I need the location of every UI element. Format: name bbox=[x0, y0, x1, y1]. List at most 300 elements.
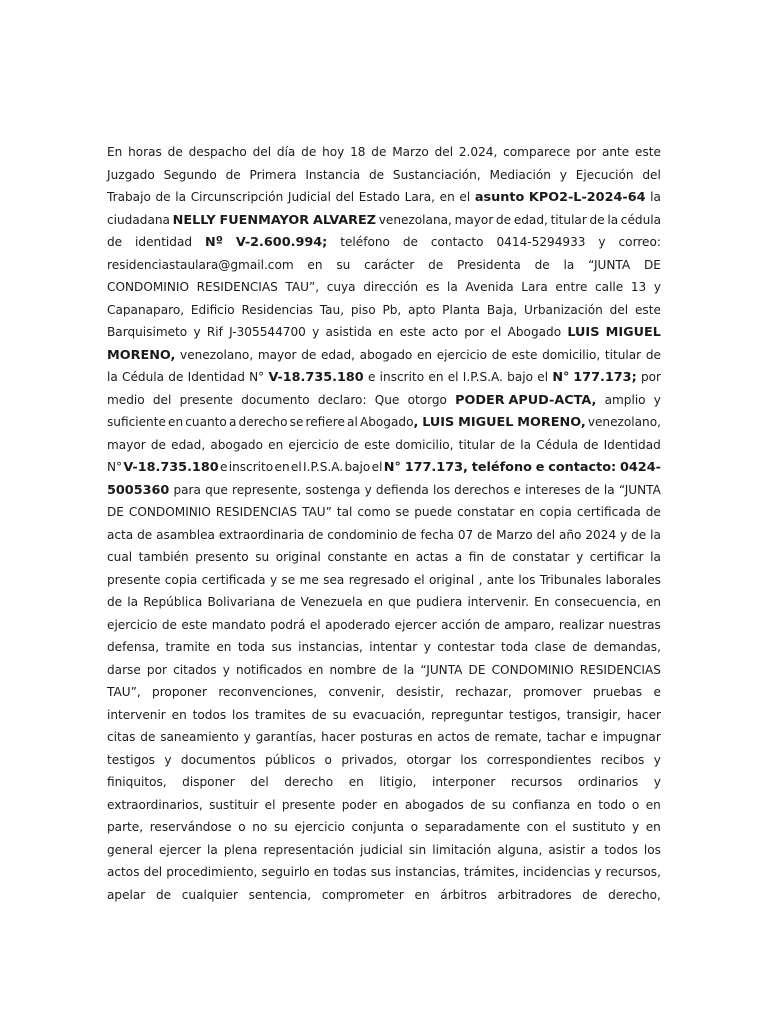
word: del bbox=[335, 190, 355, 204]
word: testigos, bbox=[508, 707, 561, 722]
word: ejercicio bbox=[107, 617, 158, 632]
word: ante bbox=[601, 145, 630, 159]
word: de bbox=[368, 167, 385, 182]
word bbox=[107, 479, 169, 502]
word: Pb, bbox=[382, 302, 402, 317]
word: certificada bbox=[576, 505, 641, 519]
word: y bbox=[559, 167, 567, 182]
word: TAU”, bbox=[285, 280, 320, 294]
text-line bbox=[107, 524, 661, 547]
word: seguirlo bbox=[261, 865, 310, 879]
word: el bbox=[309, 617, 321, 632]
word: mayor bbox=[257, 347, 297, 362]
word: 2.024, bbox=[458, 145, 498, 159]
word: defensa, bbox=[107, 640, 160, 654]
word: N° bbox=[249, 370, 265, 384]
word: por bbox=[576, 145, 597, 159]
word: original bbox=[275, 550, 321, 564]
word: Ejecución bbox=[575, 167, 634, 182]
text-line bbox=[107, 299, 661, 322]
word: 2024 bbox=[585, 527, 617, 542]
bold-text: KPO2-L-2024-64 bbox=[528, 190, 646, 205]
word: de bbox=[534, 257, 550, 272]
word: I.P.S.A. bbox=[462, 370, 503, 384]
word: en bbox=[417, 730, 433, 744]
word: todas bbox=[333, 865, 367, 879]
word: nuestras bbox=[608, 617, 661, 632]
word: en bbox=[645, 820, 661, 834]
word: venezolano, bbox=[587, 415, 661, 429]
word: Trabajo bbox=[107, 190, 151, 204]
word: la bbox=[403, 662, 415, 677]
word bbox=[173, 209, 376, 232]
word: defienda bbox=[375, 482, 429, 497]
word: como bbox=[357, 505, 391, 519]
word: actas bbox=[415, 550, 449, 564]
word: cual bbox=[107, 550, 133, 564]
word: o bbox=[324, 752, 332, 767]
word: identidad bbox=[135, 235, 193, 249]
bold-text: LUIS bbox=[567, 325, 600, 340]
word: otorgar bbox=[406, 752, 451, 767]
word: TAU”, bbox=[107, 685, 141, 699]
word: de bbox=[155, 887, 172, 902]
word: N° bbox=[107, 460, 123, 474]
word: recursos bbox=[510, 775, 563, 789]
word: me bbox=[299, 572, 319, 587]
word: documento bbox=[241, 392, 310, 407]
word: este bbox=[181, 617, 208, 632]
word: venezolano, bbox=[180, 347, 254, 362]
word: en bbox=[307, 257, 323, 272]
word: certificada bbox=[201, 572, 266, 587]
word: plena bbox=[223, 842, 258, 857]
bold-text: FUENMAYOR bbox=[219, 212, 310, 228]
text-line bbox=[107, 816, 661, 839]
word: Tribunales bbox=[539, 572, 602, 587]
word: titular bbox=[604, 347, 642, 362]
word: original bbox=[428, 572, 475, 587]
word: saneamiento bbox=[160, 730, 239, 744]
word: constatar bbox=[512, 550, 570, 564]
word: Circunscripción bbox=[190, 190, 284, 204]
word: citas bbox=[107, 730, 136, 744]
word: este bbox=[635, 145, 661, 159]
word: mayor bbox=[107, 437, 146, 452]
word: piso bbox=[350, 302, 376, 317]
word: judicial bbox=[360, 842, 403, 857]
word: incidencias bbox=[522, 865, 591, 879]
word: y bbox=[312, 325, 320, 339]
word: puede bbox=[414, 505, 453, 519]
word: TAU” bbox=[302, 505, 332, 519]
word: copia bbox=[539, 505, 572, 519]
word: de bbox=[155, 190, 171, 204]
word: hacer bbox=[626, 707, 661, 722]
word: el bbox=[413, 572, 425, 587]
word: DE bbox=[107, 505, 124, 519]
word: fecha bbox=[420, 527, 454, 542]
word: ordinarios bbox=[577, 775, 639, 789]
word: todo bbox=[598, 797, 626, 812]
text-line bbox=[107, 591, 661, 614]
word: su bbox=[491, 797, 506, 812]
word: la bbox=[650, 550, 661, 564]
word: fin bbox=[468, 550, 485, 564]
word bbox=[236, 231, 327, 254]
word: suficiente bbox=[107, 415, 166, 429]
word: extraordinarios, bbox=[107, 797, 203, 812]
bold-text: 177.173, bbox=[404, 460, 468, 475]
word: este bbox=[634, 302, 661, 317]
word: de bbox=[167, 145, 183, 159]
word: la bbox=[607, 212, 619, 227]
word: se bbox=[289, 415, 304, 429]
word: represente, bbox=[232, 482, 302, 497]
word: representación bbox=[263, 842, 354, 857]
text-line bbox=[107, 434, 661, 457]
word: DE bbox=[468, 662, 486, 677]
word: y bbox=[193, 325, 201, 339]
word: laborales bbox=[605, 572, 661, 587]
bold-text: asunto bbox=[474, 190, 525, 205]
word: intentar bbox=[369, 640, 418, 654]
word: y bbox=[594, 865, 602, 879]
word: de bbox=[583, 437, 599, 452]
word: de bbox=[631, 527, 647, 542]
word: sus bbox=[271, 640, 292, 654]
word: mandato bbox=[211, 617, 266, 632]
word: Marzo bbox=[392, 145, 429, 159]
word: confianza bbox=[512, 797, 571, 812]
word bbox=[606, 321, 661, 344]
word: la bbox=[563, 257, 575, 272]
word: ante bbox=[486, 572, 515, 587]
text-line bbox=[107, 366, 661, 389]
word: en bbox=[645, 595, 661, 609]
word: calle bbox=[595, 280, 624, 294]
word: actos bbox=[107, 865, 140, 879]
word: convenir, bbox=[328, 685, 385, 699]
word: de bbox=[490, 550, 506, 564]
word: de bbox=[280, 595, 296, 609]
word: En bbox=[107, 145, 123, 159]
word: derecho, bbox=[608, 887, 661, 902]
word: RESIDENCIAS bbox=[196, 280, 278, 294]
word: los bbox=[432, 482, 451, 497]
word: el bbox=[371, 460, 383, 474]
word: y bbox=[222, 662, 230, 677]
word: en bbox=[216, 640, 232, 654]
word: domicilio, bbox=[542, 347, 601, 362]
word: los bbox=[643, 842, 661, 857]
word: y bbox=[653, 775, 661, 789]
word: 07 bbox=[457, 527, 474, 542]
word: apoderado bbox=[325, 617, 391, 632]
word: CONDOMINIO bbox=[491, 662, 574, 677]
text-line bbox=[107, 231, 661, 254]
word: constatar bbox=[457, 505, 515, 519]
word: despacho bbox=[188, 145, 247, 159]
word: árbitros bbox=[440, 887, 487, 902]
bold-text: 5005360 bbox=[107, 482, 170, 498]
word: correspondientes bbox=[486, 752, 592, 767]
word: podrá bbox=[270, 617, 306, 632]
word: de bbox=[402, 235, 418, 249]
word: RESIDENCIAS bbox=[215, 505, 298, 519]
word: refiere bbox=[305, 415, 345, 429]
word: de bbox=[301, 347, 317, 362]
word: tramites bbox=[254, 707, 306, 722]
word: de bbox=[582, 887, 598, 902]
text-line bbox=[107, 164, 661, 187]
word bbox=[529, 186, 646, 209]
word: acción bbox=[441, 617, 481, 632]
word: asistida bbox=[325, 325, 373, 339]
word: el bbox=[447, 370, 459, 384]
word: República bbox=[143, 595, 203, 609]
bold-text: Nº bbox=[204, 235, 223, 250]
word: que bbox=[388, 595, 411, 609]
word: del bbox=[434, 145, 454, 159]
word: En bbox=[534, 595, 550, 609]
word: Bolivariana bbox=[207, 595, 276, 609]
word: reservándose bbox=[149, 820, 232, 834]
word: testigos bbox=[107, 752, 155, 767]
word: entre bbox=[555, 280, 588, 294]
word: ejercer bbox=[394, 617, 437, 632]
word: los bbox=[232, 707, 250, 722]
word: Barquisimeto bbox=[107, 325, 188, 339]
bold-text: 0424- bbox=[619, 460, 661, 475]
word: cédula bbox=[620, 212, 661, 227]
word bbox=[360, 411, 586, 434]
word: no bbox=[252, 820, 268, 834]
word: transigir, bbox=[566, 707, 621, 722]
word: e bbox=[590, 730, 598, 744]
text-line bbox=[107, 861, 661, 884]
word: este bbox=[364, 437, 391, 452]
word: a bbox=[590, 842, 599, 857]
word: Juzgado bbox=[107, 167, 155, 182]
word: en bbox=[394, 550, 410, 564]
word: alguna, bbox=[497, 842, 543, 857]
word: de bbox=[589, 212, 605, 227]
word: CONDOMINIO bbox=[128, 505, 211, 519]
bold-text: NELLY bbox=[172, 212, 216, 228]
word: todos bbox=[604, 842, 638, 857]
word: demandas, bbox=[593, 640, 661, 654]
word: carácter bbox=[364, 257, 415, 272]
word: los bbox=[518, 572, 536, 587]
word: condominio bbox=[327, 527, 398, 542]
word: litigio, bbox=[379, 775, 417, 789]
word: también bbox=[138, 550, 189, 564]
word: Identidad bbox=[603, 437, 661, 452]
word: por bbox=[464, 325, 485, 339]
word: se bbox=[281, 572, 296, 587]
word: y bbox=[243, 730, 251, 744]
word: en bbox=[367, 595, 384, 609]
word: el bbox=[555, 820, 566, 834]
word: por bbox=[146, 662, 167, 677]
text-line bbox=[107, 501, 661, 524]
word: Planta bbox=[442, 302, 481, 317]
word: Estado bbox=[358, 190, 400, 204]
word: y bbox=[164, 752, 172, 767]
word: conjunta bbox=[351, 820, 405, 834]
word: año bbox=[558, 527, 582, 542]
word: presente bbox=[281, 797, 336, 812]
word: 13 bbox=[630, 280, 647, 294]
text-line bbox=[107, 704, 661, 727]
word: ejercicio bbox=[436, 347, 488, 362]
word: de bbox=[107, 235, 123, 249]
word: de bbox=[150, 437, 166, 452]
word: su bbox=[273, 820, 288, 834]
word: actos bbox=[437, 730, 470, 744]
text-line bbox=[107, 411, 661, 434]
word: por bbox=[640, 370, 661, 384]
word: arbitradores bbox=[497, 887, 572, 902]
word: del bbox=[152, 392, 172, 407]
word bbox=[384, 456, 661, 479]
word: en bbox=[428, 370, 444, 384]
word: amparo, bbox=[504, 617, 555, 632]
word: Cédula bbox=[122, 370, 165, 384]
bold-text: PODER bbox=[455, 392, 505, 408]
word: mayor bbox=[454, 212, 494, 227]
word: su bbox=[336, 257, 351, 272]
word: Residencias bbox=[241, 302, 313, 317]
word: bajo bbox=[507, 370, 533, 384]
text-line bbox=[107, 749, 661, 772]
word: ejercer bbox=[158, 842, 201, 857]
word: de bbox=[308, 527, 324, 542]
word: proponer bbox=[152, 685, 207, 699]
word: a bbox=[228, 415, 237, 429]
text-line bbox=[107, 681, 661, 704]
word: general bbox=[107, 842, 153, 857]
word: para bbox=[173, 482, 201, 497]
word: Segundo bbox=[163, 167, 217, 182]
word: bajo bbox=[344, 460, 371, 474]
word: impugnar bbox=[602, 730, 661, 744]
word: declaro: bbox=[317, 392, 367, 407]
text-line bbox=[107, 569, 661, 592]
word: o bbox=[631, 797, 640, 812]
word: el bbox=[264, 797, 276, 812]
word: Mediación bbox=[489, 167, 551, 182]
word: en bbox=[645, 797, 661, 812]
word: correo: bbox=[618, 235, 661, 249]
bold-text: V-18.735.180 bbox=[123, 460, 219, 475]
word: sentencia, bbox=[248, 887, 312, 902]
word: con bbox=[526, 820, 549, 834]
word: acto bbox=[431, 325, 459, 339]
word: Instancia bbox=[305, 167, 361, 182]
word bbox=[552, 366, 636, 389]
word: otorgo bbox=[407, 392, 447, 407]
word: apto bbox=[408, 302, 436, 317]
bold-text: 177.173; bbox=[573, 370, 637, 385]
word: cuya bbox=[326, 280, 356, 294]
word: inscrito bbox=[228, 460, 274, 474]
bold-text: contacto: bbox=[548, 460, 617, 475]
word: de bbox=[645, 347, 661, 362]
bold-text: , bbox=[413, 415, 419, 430]
word: o bbox=[238, 820, 246, 834]
word bbox=[123, 456, 218, 479]
word: los bbox=[460, 752, 478, 767]
word bbox=[107, 344, 175, 367]
word: en bbox=[168, 415, 184, 429]
word: rechazar, bbox=[455, 685, 512, 699]
word: realizar bbox=[558, 617, 604, 632]
word: darse bbox=[107, 662, 141, 677]
word: de bbox=[301, 145, 317, 159]
word: y bbox=[364, 482, 372, 497]
word: todos bbox=[192, 707, 227, 722]
word: limitación bbox=[432, 842, 492, 857]
word: edad, bbox=[513, 212, 548, 227]
word: titular bbox=[550, 212, 587, 227]
plain-text: Abogado bbox=[359, 415, 414, 429]
document-body bbox=[107, 141, 661, 906]
bold-text: LUIS bbox=[422, 415, 455, 430]
word: toda bbox=[501, 640, 529, 654]
text-line bbox=[107, 726, 661, 749]
word: es bbox=[425, 280, 440, 294]
word: repreguntar bbox=[430, 707, 504, 722]
word: regresado bbox=[348, 572, 410, 587]
word: Cédula bbox=[536, 437, 579, 452]
word: Primera bbox=[249, 167, 297, 182]
word: RESIDENCIAS bbox=[579, 662, 661, 677]
text-line bbox=[107, 389, 661, 412]
bold-text: ALVAREZ bbox=[312, 212, 377, 228]
bold-text: V-2.600.994; bbox=[235, 235, 328, 250]
word: del bbox=[143, 865, 163, 879]
word: “JUNTA bbox=[420, 662, 463, 677]
word: su bbox=[255, 550, 270, 564]
word: del bbox=[609, 302, 629, 317]
word: en bbox=[519, 505, 535, 519]
word: de bbox=[140, 730, 156, 744]
word: amplio bbox=[604, 392, 646, 407]
word: en bbox=[308, 662, 324, 677]
text-line bbox=[107, 659, 661, 682]
word: hacer bbox=[321, 730, 356, 744]
word: extraordinaria bbox=[218, 527, 305, 542]
word: comprometer bbox=[321, 887, 404, 902]
word: tramite bbox=[165, 640, 210, 654]
word: Presidenta bbox=[457, 257, 521, 272]
word: derecho bbox=[238, 415, 288, 429]
word: la bbox=[603, 482, 615, 497]
word: en bbox=[414, 887, 430, 902]
word: de bbox=[311, 707, 327, 722]
word: garantías, bbox=[255, 730, 317, 744]
word: de bbox=[491, 347, 507, 362]
word: del bbox=[252, 145, 272, 159]
word: e bbox=[513, 482, 521, 497]
word: 0414-5294933 bbox=[496, 235, 586, 249]
word: comparece bbox=[503, 145, 571, 159]
word: instancias, bbox=[298, 640, 363, 654]
word: ciudadana bbox=[107, 212, 170, 227]
word bbox=[567, 321, 599, 344]
